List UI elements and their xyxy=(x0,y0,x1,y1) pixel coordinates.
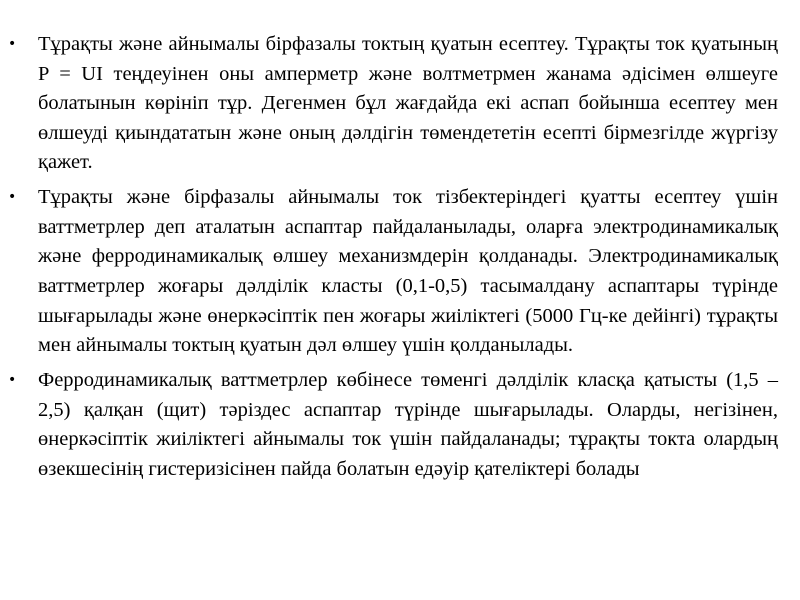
bullet-item-ferrodynamic xyxy=(8,366,778,484)
bullet-icon: • xyxy=(8,371,17,388)
bullet-item-power-measurement xyxy=(8,30,778,178)
bullet-icon: • xyxy=(8,36,17,52)
paragraph-text: Тұрақты және бірфазалы айнымалы ток тізбектеріндегі қуатты есептеу үшін ваттметрлер деп аталатын аспаптар пайдаланылады, оларға электродинамикалық және ферродинамикалық өлшеу механизмдерін қолданады. Электродинамикалық ваттметрлер жоғары дәлділік класты (0,1-0,5) тасымалдану аспаптары түрінде шығарылады және өнеркәсіптік пен жоғары жиіліктегі (5000 Гц-ке дейінгі) тұрақты мен айнымалы токтың қуатын дәл өлшеу үшін қолданылады. xyxy=(38,186,778,357)
bullet-list xyxy=(8,30,778,489)
bullet-item-wattmeters xyxy=(8,183,778,361)
bullet-icon: • xyxy=(8,189,17,206)
paragraph-text: Тұрақты және айнымалы бірфазалы токтың қуатын есептеу. Тұрақты ток қуатының P = UI теңдеуінен оны амперметр және волтметрмен жанама әдісімен өлшеуге болатынын көрініп тұр. Дегенмен бұл жағдайда екі аспап бойынша есептеу мен өлшеуді қиындататын және оның дәлдігін төмендететін есепті бірмезгілде жүргізу қажет. xyxy=(38,33,778,174)
paragraph-text: Ферродинамикалық ваттметрлер көбінесе төменгі дәлділік класқа қатысты (1,5 – 2,5) қалқан (щит) тәріздес аспаптар түрінде шығарылады. Оларды, негізінен, өнеркәсіптік жиіліктегі айнымалы ток үшін пайдаланады; тұрақты токта олардың өзекшесінің гистеризісінен пайда болатын едәуір қателіктері болады xyxy=(38,368,778,480)
